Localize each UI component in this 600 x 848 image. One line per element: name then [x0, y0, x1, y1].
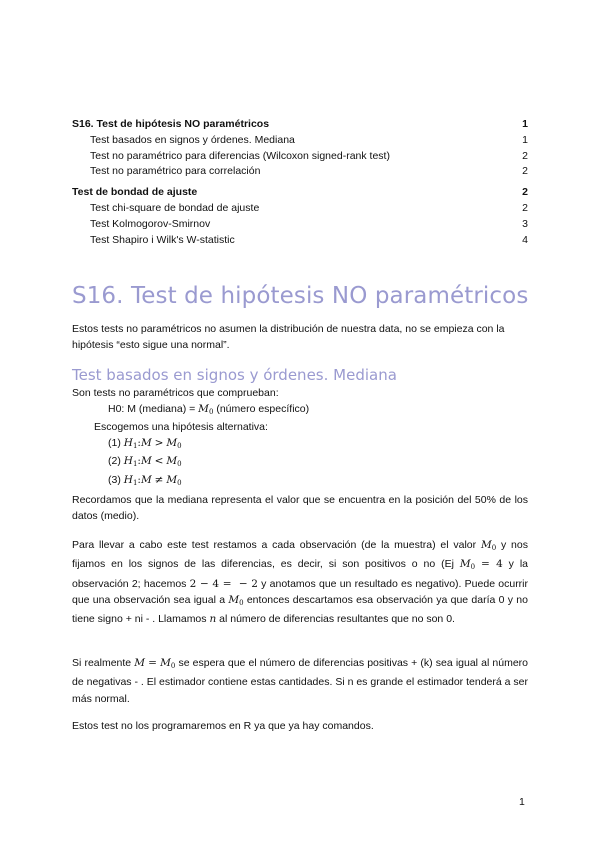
- toc-subsection-entry[interactable]: [72, 234, 528, 250]
- toc-entry-label: Test no paramétrico para diferencias (Wilcoxon signed-rank test): [90, 149, 390, 162]
- toc-entry-page: 2: [522, 186, 528, 199]
- procedure-paragraph: Para llevar a cabo este test restamos a cada observación (de la muestra) el valor $M_0$ y nos fijamos en los signos de las diferencias, es decir, si son positivos o no (Ej $M_0 = 4$ y la observación 2; hacemos 2 − 4 = − 2 y anotamos que un resultado es negativo). Puede ocurrir que una observación sea igual a $M_0$ entonces descartamos esa observación ya que daría 0 y no tiene signo + ni - . Llamamos n al número de diferencias resultantes que no son 0.: [72, 539, 529, 626]
- toc-section-entry[interactable]: [72, 186, 528, 202]
- estimator-paragraph: Si realmente $M = M_0$ se espera que el número de diferencias positivas + (k) sea igual al número de negativas - . El estimador contiene estas cantidades. Si n es grande el estimador tenderá a ser más normal.: [72, 657, 529, 705]
- subsection-heading: Test basados en signos y órdenes. Mediana: [72, 366, 397, 384]
- toc-section-entry[interactable]: [72, 118, 528, 134]
- toc-entry-page: 2: [522, 201, 528, 214]
- toc-entry-page: 2: [522, 165, 528, 178]
- toc-entry-label: Test basados en signos y órdenes. Mediana: [90, 133, 295, 146]
- null-hypothesis: H0: M (mediana) = $M_0$ (número específico): [108, 403, 310, 416]
- intro-paragraph: Estos tests no paramétricos no asumen la distribución de nuestra data, no se empieza con la hipótesis “esto sigue una normal”.: [72, 323, 505, 351]
- toc-entry-page: 1: [522, 133, 528, 146]
- alternative-intro: Escogemos una hipótesis alternativa:: [94, 421, 268, 433]
- alternative-1: (1) $H_1:M > M_0$: [108, 437, 182, 450]
- toc-entry-label: Test chi-square de bondad de ajuste: [90, 201, 260, 214]
- toc-entry-label: Test Shapiro i Wilk's W-statistic: [90, 233, 235, 246]
- toc-entry-label: Test de bondad de ajuste: [72, 186, 198, 199]
- toc-entry-page: 3: [522, 217, 528, 230]
- toc-entry-page: 2: [522, 149, 528, 162]
- section-heading: S16. Test de hipótesis NO paramétricos: [72, 283, 529, 309]
- alternative-3: (3) $H_1:M \ne M_0$: [108, 474, 182, 487]
- median-paragraph: Recordamos que la mediana representa el valor que se encuentra en la posición del 50% de los datos (medio).: [72, 494, 528, 522]
- alternative-2: (2) $H_1:M < M_0$: [108, 455, 182, 468]
- toc-subsection-entry[interactable]: [72, 150, 528, 166]
- r-note: Estos test no los programaremos en R ya que ya hay comandos.: [72, 720, 374, 732]
- toc-entry-page: 4: [522, 233, 528, 246]
- page-number: 1: [519, 796, 525, 808]
- toc-subsection-entry[interactable]: [72, 202, 528, 218]
- tests-intro: Son tests no paramétricos que comprueban:: [72, 387, 279, 399]
- toc-entry-label: S16. Test de hipótesis NO paramétricos: [72, 118, 270, 130]
- table-of-contents: [72, 118, 528, 249]
- toc-subsection-entry[interactable]: [72, 134, 528, 150]
- toc-subsection-entry[interactable]: [72, 165, 528, 181]
- toc-entry-label: Test no paramétrico para correlación: [90, 165, 261, 178]
- toc-entry-page: 1: [522, 118, 528, 130]
- toc-subsection-entry[interactable]: [72, 218, 528, 234]
- toc-entry-label: Test Kolmogorov-Smirnov: [90, 217, 211, 230]
